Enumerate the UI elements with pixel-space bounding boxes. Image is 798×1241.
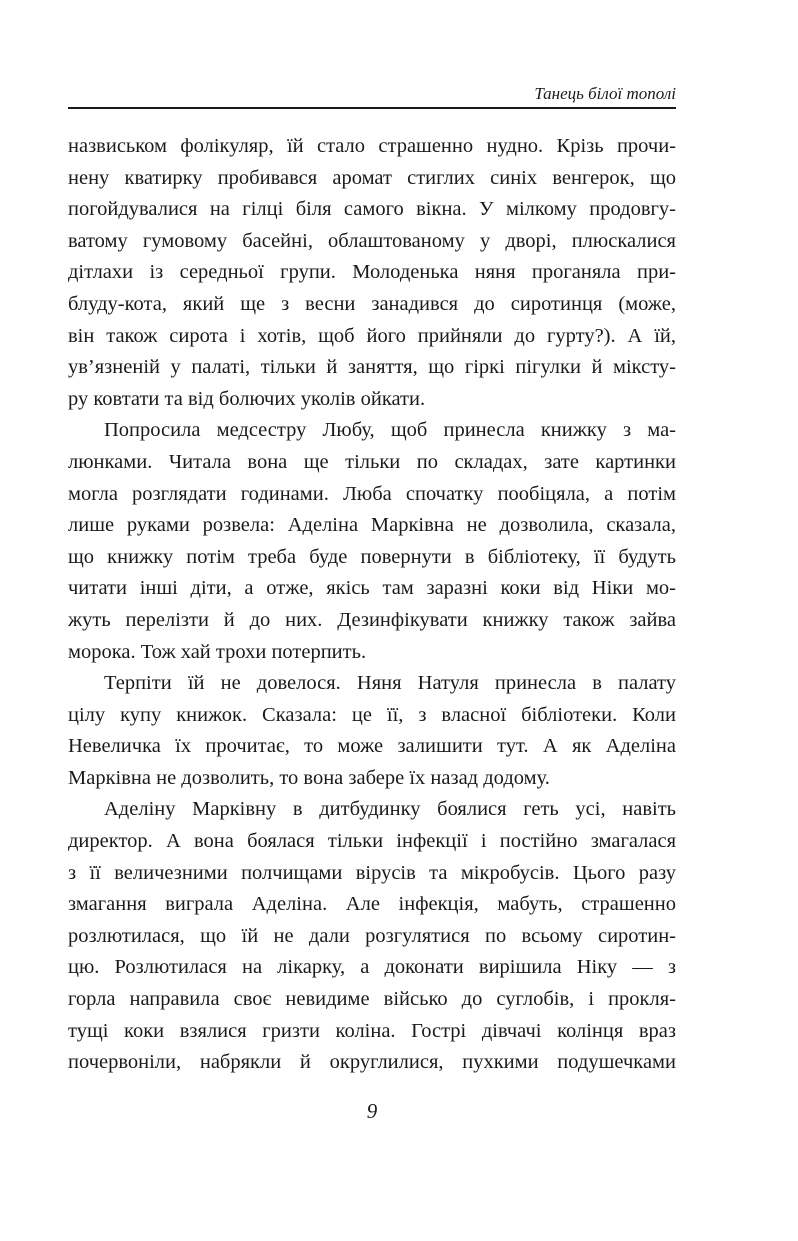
text-line: блуду-кота, який ще з весни занадився до сиротинця (може, [68,292,676,315]
text-line: горла направила своє невидиме військо до суглобів, і прокля- [68,988,676,1011]
text-line: нену кватирку пробивався аромат стиглих синіх венгерок, що [68,166,676,189]
text-line: читати інші діти, а отже, якісь там заразні коки від Ніки мо- [68,577,676,600]
text-line: почервоніли, набрякли й округлилися, пухкими подушечками [68,1051,676,1074]
text-line: Аделіну Марківну в дитбудинку боялися геть усі, навіть [104,798,676,821]
text-line: він також сирота і хотів, щоб його прийняли до гурту?). А їй, [68,324,676,347]
text-line: погойдувалися на гілці біля самого вікна. У мілкому продовгу- [68,198,676,221]
text-line: Терпіти їй не довелося. Няня Натуля принесла в палату [104,672,676,695]
running-header: Танець білої тополі [534,84,676,103]
header-rule [68,107,676,109]
text-line: могла розглядати годинами. Люба спочатку пообіцяла, а потім [68,482,676,505]
text-line: змагання виграла Аделіна. Але інфекція, мабуть, страшенно [68,893,676,916]
text-line: жуть перелізти й до них. Дезинфікувати книжку також зайва [68,608,676,631]
text-line: цю. Розлютилася на лікарку, а доконати вирішила Ніку — з [68,956,676,979]
text-line: що книжку потім треба буде повернути в бібліотеку, її будуть [68,545,676,568]
text-line: лише руками розвела: Аделіна Марківна не дозволила, сказала, [68,514,676,537]
text-line: цілу купу книжок. Сказала: це її, з власної бібліотеки. Коли [68,703,676,726]
text-line: розлютилася, що їй не дали розгулятися по всьому сиротин- [68,924,676,947]
text-line: люнками. Читала вона ще тільки по складах, зате картинки [68,450,676,473]
text-line: назвиськом фолікуляр, їй стало страшенно нудно. Крізь прочи- [68,135,676,157]
text-line: тущі коки взялися гризти коліна. Гострі дівчачі колінця враз [68,1019,676,1042]
text-line: Попросила медсестру Любу, щоб принесла книжку з ма- [104,419,676,442]
text-line: Марківна не дозволить, то вона забере їх назад додому. [68,766,550,789]
text-line: ватому гумовому басейні, облаштованому у дворі, плюскалися [68,229,676,252]
page-number: 9 [366,1099,378,1123]
text-line: дітлахи із середньої групи. Молоденька няня проганяла при- [68,261,676,284]
body-text [68,131,676,1079]
text-line: морока. Тож хай трохи потерпить. [68,640,367,663]
text-line: ру ковтати та від болючих уколів ойкати. [68,387,426,410]
text-line: Невеличка їх прочитає, то може залишити тут. А як Аделіна [68,735,676,758]
text-line: ув’язненій у палаті, тільки й заняття, що гіркі пігулки й міксту- [68,356,676,379]
text-line: директор. А вона боялася тільки інфекції і постійно змагалася [68,830,676,853]
text-line: з її величезними полчищами вірусів та мікробусів. Цього разу [68,861,676,884]
